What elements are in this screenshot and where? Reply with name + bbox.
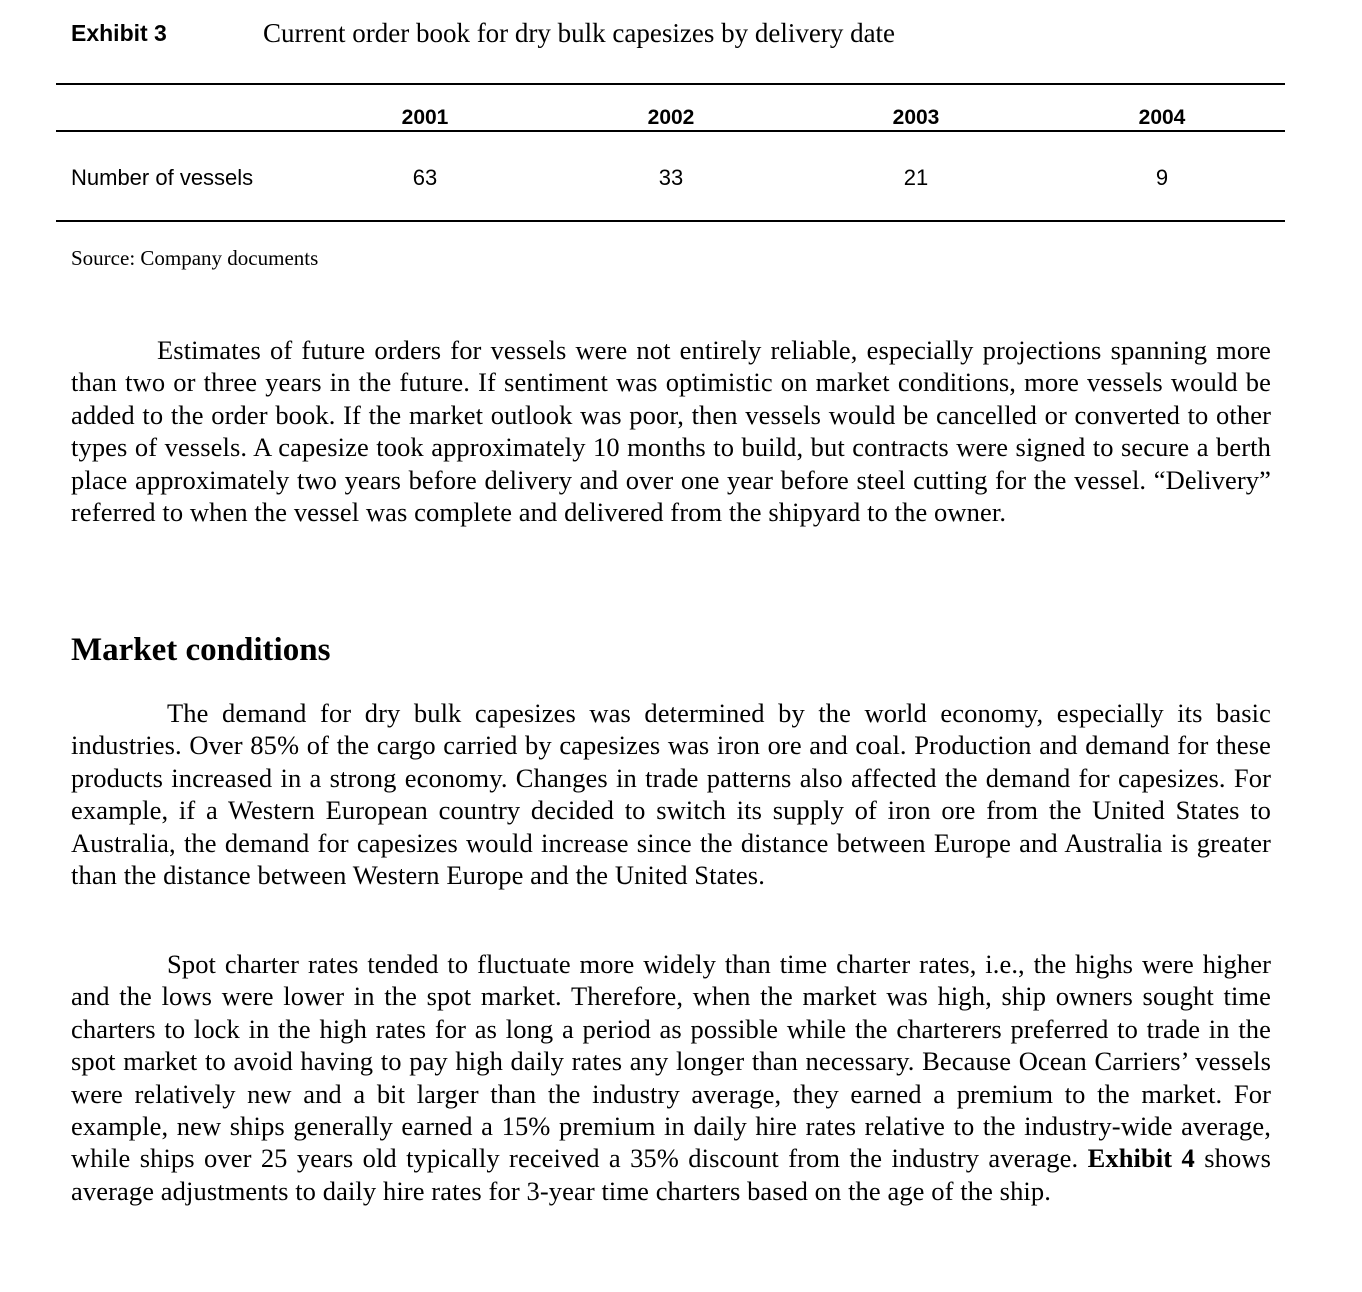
exhibit-4-reference: Exhibit 4 <box>1087 1143 1195 1174</box>
table-header-rule <box>56 130 1285 132</box>
table-top-rule <box>56 83 1285 85</box>
exhibit-header <box>71 18 1284 54</box>
paragraph-spot-charter <box>71 948 1271 1207</box>
paragraph-demand: The demand for dry bulk capesizes was determined by the world economy, especially its basic industries. Over 85% of the cargo carried by capesizes was iron ore and coal. Production and demand for these products increased in a strong economy. Changes in trade patterns also affected the demand for capesizes. For example, if a Western European country decided to switch its supply of iron ore from the United States to Australia, the demand for capesizes would increase since the distance between Europe and Australia is greater than the distance between Western Europe and the United States. <box>71 698 1271 891</box>
value-2001: 63 <box>412 165 438 190</box>
paragraph-spot-charter-tail: shows average adjustments to daily hire rates for 3-year time charters based on the age of the ship. <box>71 1143 1271 1206</box>
year-header-2003: 2003 <box>892 106 940 129</box>
value-2004: 9 <box>1155 165 1169 190</box>
exhibit-label: Exhibit 3 <box>71 20 167 46</box>
paragraph-order-estimates: Estimates of future orders for vessels were not entirely reliable, especially projections spanning more than two or three years in the future. If sentiment was optimistic on market conditions, more vessels would be added to the order book. If the market outlook was poor, then vessels would be cancelled or converted to other types of vessels. A capesize took approximately 10 months to build, but contracts were signed to secure a berth place approximately two years before delivery and over one year before steel cutting for the vessel. “Delivery” referred to when the vessel was complete and delivered from the shipyard to the owner. <box>71 335 1271 528</box>
exhibit-title: Current order book for dry bulk capesizes by delivery date <box>263 18 896 48</box>
source-note: Source: Company documents <box>71 246 319 270</box>
section-heading-market-conditions: Market conditions <box>71 632 331 668</box>
row-label-vessels: Number of vessels <box>71 165 254 190</box>
table-bottom-rule <box>56 220 1285 222</box>
year-header-2002: 2002 <box>647 106 695 129</box>
year-header-2004: 2004 <box>1138 106 1186 129</box>
year-header-2001: 2001 <box>401 106 449 129</box>
value-2002: 33 <box>658 165 684 190</box>
value-2003: 21 <box>903 165 929 190</box>
paragraph-spot-charter-text: Spot charter rates tended to fluctuate more widely than time charter rates, i.e., the highs were higher and the lows were lower in the spot market. Therefore, when the market was high, ship owners sought time charters to lock in the high rates for as long a period as possible while the charterers preferred to trade in the spot market to avoid having to pay high daily rates any longer than necessary. Because Ocean Carriers’ vessels were relatively new and a bit larger than the industry average, they earned a premium to the market. For example, new ships generally earned a 15% premium in daily hire rates relative to the industry-wide average, while ships over 25 years old typically received a 35% discount from the industry average. <box>71 949 1271 1174</box>
